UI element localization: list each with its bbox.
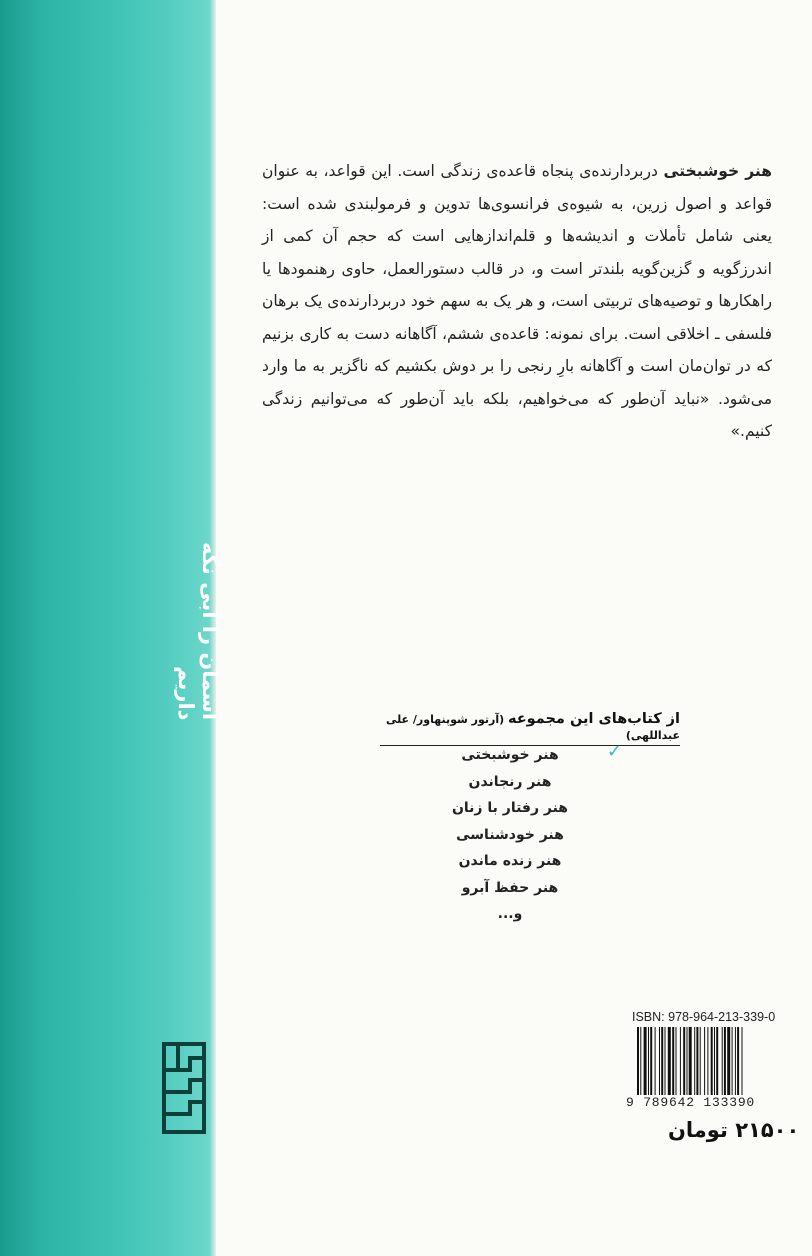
series-item-7 <box>400 901 620 928</box>
series-list <box>400 742 620 928</box>
series-subheading: (آرتور شوپنهاور/ علی عبداللهی) <box>385 713 680 742</box>
barcode-icon <box>636 1027 781 1095</box>
series-item-3 <box>400 795 620 822</box>
series-item-2 <box>400 769 620 796</box>
spine-title: آسمان را آبی نگه داریم <box>174 541 222 720</box>
check-icon: ✓ <box>606 741 622 762</box>
series-heading-text: از کتاب‌های این مجموعه <box>507 711 680 727</box>
publisher-logo-icon <box>160 1040 208 1136</box>
series-item-5 <box>400 848 620 875</box>
back-cover-blurb <box>262 155 772 448</box>
blurb-book-title: هنر خوشبختی <box>663 162 772 180</box>
barcode-digits: 9 789642 133390 <box>626 1095 756 1110</box>
series-item-4 <box>400 822 620 849</box>
series-item-label: هنر رفتار با زنان <box>451 800 569 816</box>
series-item-label: هنر حفظ آبرو <box>461 879 559 896</box>
series-item-1 <box>400 742 620 769</box>
series-item-label: و... <box>497 906 523 922</box>
series-item-label: هنر رنجاندن <box>468 773 552 790</box>
series-item-label: هنر خودشناسی <box>456 826 564 843</box>
series-item-label: هنر زنده ماندن <box>458 853 562 869</box>
series-item-6 <box>400 875 620 902</box>
blurb-text: دربردارنده‌ی پنجاه قاعده‌ی زندگی است. این قواعد، به عنوان قواعد و اصول زرین، به شیوه‌ی فرانسوی‌ها تدوین و فرمولبندی شده است: یعنی شامل تأملات و اندیشه‌ها و قلم‌اندازهایی است که حجم آن کمی از اندرزگویه و گزین‌گویه بلندتر است و، در قالب دستورالعمل، حاوی رهنمودها یا راهکارها و توصیه‌های تربیتی است، و هر یک به سهم خود دربردارنده‌ی یک برهان فلسفی ـ اخلاقی است. برای نمونه: قاعده‌ی ششم، آگاهانه دست به کاری بزنیم که در توان‌مان است و آگاهانه بارِ رنجی را بر دوش بکشیم که ناگزیر به ما وارد می‌شود. «نباید آن‌طور که می‌خواهیم، بلکه باید آن‌طور که می‌توانیم زندگی کنیم.» <box>262 162 772 440</box>
price-label: ۲۱۵۰۰ تومان <box>668 1118 800 1142</box>
series-heading <box>380 711 680 746</box>
series-item-label: هنر خوشبختی <box>461 747 559 763</box>
isbn-label: ISBN: 978-964-213-339-0 <box>632 1010 776 1024</box>
